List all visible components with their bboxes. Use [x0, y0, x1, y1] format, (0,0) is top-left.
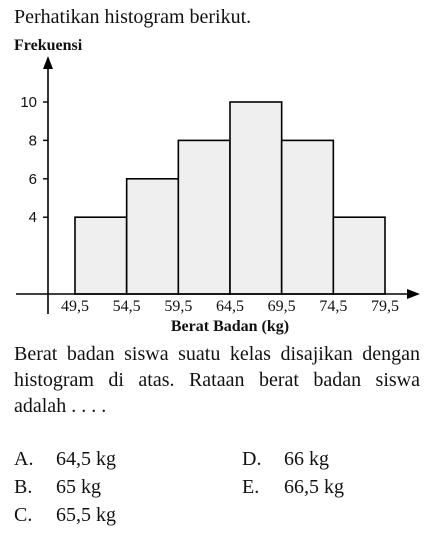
option-c-letter: C.	[14, 504, 33, 526]
y-tick-label: 10	[20, 94, 37, 111]
option-a-text: 64,5 kg	[56, 448, 116, 470]
intro-text: Perhatikan histogram berikut.	[14, 6, 252, 28]
option-d[interactable]	[242, 444, 329, 474]
x-tick-label: 69,5	[267, 298, 296, 315]
option-e[interactable]	[242, 472, 344, 502]
histogram-bar	[178, 140, 230, 294]
option-c-text: 65,5 kg	[56, 504, 116, 526]
option-c[interactable]	[14, 500, 116, 530]
option-b-text: 65 kg	[56, 476, 101, 498]
x-tick-label: 64,5	[216, 298, 244, 315]
x-axis-arrow-icon	[407, 289, 420, 299]
option-a[interactable]	[14, 444, 116, 474]
histogram-bar	[282, 140, 334, 294]
question-text: Berat badan siswa suatu kelas disajikan dengan histogram di atas. Rataan berat badan siswa adalah . . . .	[14, 343, 420, 417]
x-tick-label: 79,5	[371, 298, 399, 315]
x-axis-label: Berat Badan (kg)	[170, 318, 290, 335]
histogram-bar	[333, 217, 385, 294]
x-tick-label: 74,5	[319, 298, 348, 315]
y-tick-label: 4	[28, 209, 37, 227]
histogram-bar	[75, 217, 127, 294]
option-e-letter: E.	[242, 476, 260, 498]
option-b[interactable]	[14, 472, 101, 502]
histogram-bar	[230, 102, 282, 294]
option-d-letter: D.	[242, 448, 262, 470]
y-tick-label: 8	[28, 132, 37, 150]
y-axis-label: Frekuensi	[14, 37, 83, 54]
x-tick-label: 59,5	[164, 298, 193, 315]
option-a-letter: A.	[14, 448, 34, 470]
x-tick-label: 54,5	[112, 298, 141, 315]
option-d-text: 66 kg	[284, 448, 329, 470]
option-b-letter: B.	[14, 476, 33, 498]
y-axis-arrow-icon	[43, 56, 53, 69]
y-tick-label: 6	[28, 170, 37, 188]
x-tick-label: 49,5	[61, 298, 89, 315]
option-e-text: 66,5 kg	[284, 476, 344, 498]
histogram-bar	[127, 179, 179, 294]
